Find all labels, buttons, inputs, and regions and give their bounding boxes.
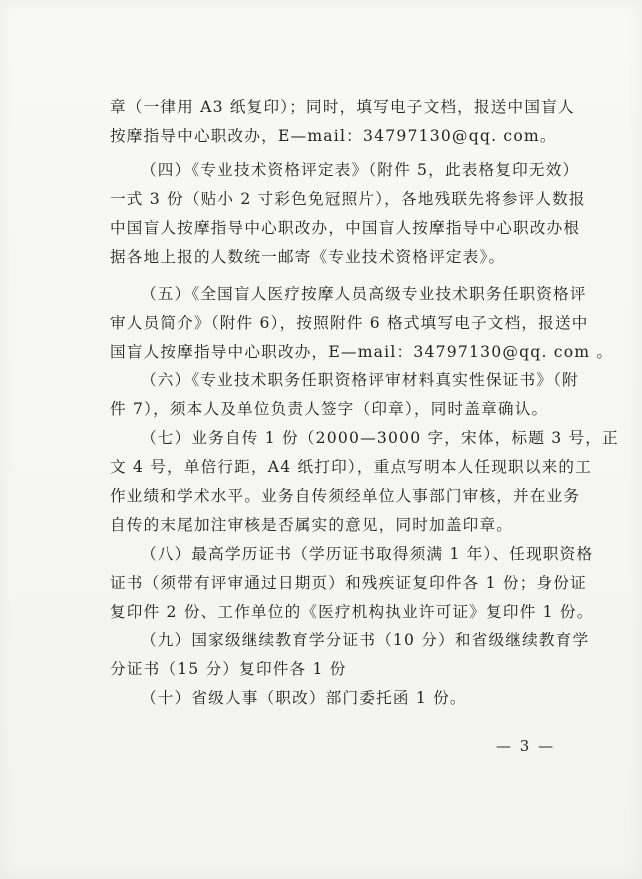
- text-line: （八）最高学历证书（学历证书取得须满 1 年）、任现职资格: [141, 545, 594, 563]
- paragraph-item-10: [110, 684, 570, 713]
- text-line: （六）《专业技术职务任职资格评审材料真实性保证书》（附: [141, 371, 579, 389]
- paragraph-item-4: [110, 156, 586, 272]
- text-line: 国盲人按摩指导中心职改办，E—mail：34797130@qq. com 。: [110, 343, 614, 361]
- text-line: 据各地上报的人数统一邮寄《专业技术资格评定表》。: [110, 248, 506, 266]
- text-line: 自传的末尾加注审核是否属实的意见，同时加盖印章。: [110, 516, 514, 534]
- paragraph-item-9: [110, 626, 590, 684]
- page-number: — 3 —: [496, 737, 556, 755]
- text-line: 章（一律用 A3 纸复印）；同时，填写电子文档，报送中国盲人: [110, 98, 575, 116]
- paragraph-item-5: [110, 280, 614, 367]
- text-line: （十）省级人事（职改）部门委托函 1 份。: [141, 689, 467, 707]
- text-line: （四）《专业技术资格评定表》（附件 5，此表格复印无效）: [141, 161, 580, 179]
- text-line: 证书（须带有评审通过日期页）和残疾证复印件各 1 份；身份证: [110, 574, 587, 592]
- text-line: 一式 3 份（贴小 2 寸彩色免冠照片），各地残联先将参评人数报: [110, 190, 586, 208]
- paragraph-item-6: [110, 366, 579, 424]
- paragraph-item-8: [110, 540, 594, 627]
- text-line: 复印件 2 份、工作单位的《医疗机构执业许可证》复印件 1 份。: [110, 603, 594, 621]
- text-line: 作业绩和学术水平。业务自传须经单位人事部门审核，并在业务: [110, 487, 581, 505]
- text-line: 件 7），须本人及单位负责人签字（印章），同时盖章确认。: [110, 400, 549, 418]
- text-line: 文 4 号，单倍行距，A4 纸打印），重点写明本人任现职以来的工: [110, 458, 593, 476]
- text-line: （七）业务自传 1 份（2000—3000 字，宋体，标题 3 号，正: [141, 429, 619, 447]
- text-line: 中国盲人按摩指导中心职改办，中国盲人按摩指导中心职改办根: [110, 219, 581, 237]
- text-line: （五）《全国盲人医疗按摩人员高级专业技术职务任职资格评: [141, 285, 587, 303]
- text-line: 分证书（15 分）复印件各 1 份: [110, 660, 347, 678]
- text-line: 按摩指导中心职改办，E—mail：34797130@qq. com。: [110, 127, 557, 145]
- paragraph-continuation: [110, 93, 575, 151]
- paragraph-item-7: [110, 424, 619, 540]
- text-line: 审人员简介》（附件 6），按照附件 6 格式填写电子文档，报送中: [110, 314, 589, 332]
- text-line: （九）国家级继续教育学分证书（10 分）和省级继续教育学: [141, 631, 590, 649]
